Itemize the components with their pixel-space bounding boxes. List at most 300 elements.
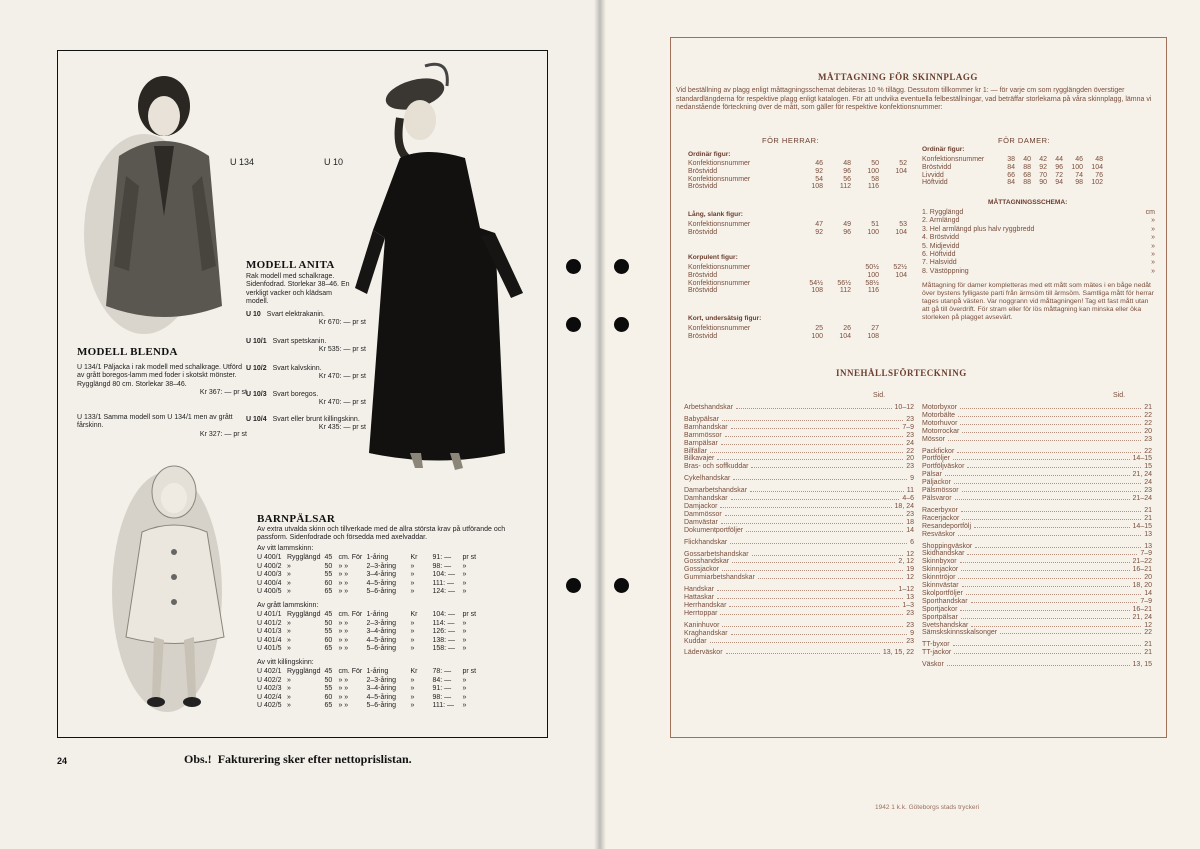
index-entry bbox=[922, 550, 1152, 558]
damer-table-cell: 66 bbox=[1007, 171, 1015, 179]
herrar-table-cell: 108 bbox=[811, 183, 823, 191]
barn-table-cell: U 402/4 bbox=[257, 693, 282, 701]
barn-table-cell: » bbox=[462, 562, 467, 570]
barn-table-cell: » bbox=[410, 702, 415, 710]
index-entry-page: 13, 15, 22 bbox=[882, 649, 914, 657]
herrar-table-cell: 58 bbox=[871, 175, 879, 183]
index-entry bbox=[922, 463, 1152, 471]
barn-table-cell: 65 bbox=[324, 645, 333, 653]
barn-table-cell: 126: — bbox=[432, 628, 456, 636]
herrar-table-cell: 53 bbox=[899, 221, 907, 228]
index-entry-page: 7–9 bbox=[902, 423, 914, 431]
herrar-table-cell: 56 bbox=[843, 175, 851, 183]
herrar-table-cell: Konfektionsnummer bbox=[688, 221, 751, 228]
index-entry-name: Motorrockar bbox=[922, 427, 960, 435]
anita-item-1 bbox=[246, 311, 366, 327]
index-entry bbox=[922, 448, 1152, 456]
barn-table-row bbox=[255, 563, 478, 572]
barn-table-cell: » bbox=[287, 685, 291, 693]
damer-table bbox=[922, 156, 1106, 187]
herrar-ordinar-table bbox=[688, 160, 910, 191]
anita-item-3 bbox=[246, 365, 366, 381]
damer-table-cell: 74 bbox=[1075, 171, 1083, 179]
herrar-table-cell: 100 bbox=[867, 228, 879, 236]
damer-table-cell: 88 bbox=[1023, 163, 1031, 171]
index-entry bbox=[922, 614, 1152, 622]
barn-table-cell: » bbox=[287, 676, 291, 684]
index-entry-leader bbox=[975, 547, 1141, 548]
index-entry-page: 23 bbox=[1144, 435, 1152, 443]
index-entry-page: 2, 12 bbox=[898, 558, 914, 566]
index-entry bbox=[922, 436, 1152, 444]
index-entry-page: 9 bbox=[910, 475, 914, 483]
index-entry-leader bbox=[962, 491, 1142, 492]
barn-table-cell: » bbox=[410, 676, 415, 684]
index-entry-page: 21 bbox=[1144, 649, 1152, 657]
barn-table-cell: U 402/5 bbox=[257, 702, 282, 710]
barn-table-cell: U 401/3 bbox=[257, 628, 282, 636]
barn-table-cell: pr st bbox=[462, 611, 477, 618]
herrar-table-cell: 54 bbox=[815, 175, 823, 183]
index-entry bbox=[922, 606, 1152, 614]
index-entry-leader bbox=[731, 428, 900, 429]
damer-table-row bbox=[922, 172, 1106, 180]
schema-item-unit: » bbox=[1151, 225, 1155, 233]
index-entry bbox=[922, 629, 1152, 637]
index-entry bbox=[922, 543, 1152, 551]
barn-table-cell: U 401/1 bbox=[257, 611, 282, 618]
index-entry-name: Bilfällar bbox=[684, 447, 707, 455]
herrar-table-row bbox=[688, 287, 910, 295]
barn-table-cell: » bbox=[287, 619, 291, 627]
index-entry-leader bbox=[958, 535, 1141, 536]
herrar-table-cell: Bröstvidd bbox=[688, 183, 718, 191]
schema-note: Måttagning för damer kompletteras med ett mått som mätes i en båge nedåt över bystens fylligaste parti från ärmsöm till ärmsöm. Samtliga mått för herrar tages utanpå västen. Var noggrann vid måttagningen! Tag ett fast mått utan att gå till överdrift. För stram eller för lös måttagning kan minska eller öka storleken på plagget avsevärt. bbox=[922, 282, 1154, 322]
index-entry-leader bbox=[961, 570, 1129, 571]
blenda-item-2-text: U 133/1 Samma modell som U 134/1 men av grått fårskinn. bbox=[77, 414, 233, 430]
barn-table-cell: U 401/5 bbox=[257, 645, 282, 653]
anita-item-code: U 10/4 bbox=[246, 416, 267, 423]
barn-table-cell: 1-åring bbox=[366, 554, 389, 561]
anita-title: MODELL ANITA bbox=[246, 259, 335, 271]
index-entry-name: Damarbetshandskar bbox=[684, 487, 748, 495]
index-entry bbox=[684, 610, 914, 618]
schema-item bbox=[922, 217, 1155, 225]
herrar-korpulent-label: Korpulent figur: bbox=[688, 254, 738, 261]
index-entry-leader bbox=[948, 440, 1141, 441]
barn-table-cell: » bbox=[287, 702, 291, 710]
barn-table-cell: pr st bbox=[462, 668, 477, 675]
herrar-table-cell: 96 bbox=[843, 167, 851, 175]
herrar-table-cell: 104 bbox=[895, 167, 907, 175]
damer-table-cell: 48 bbox=[1095, 156, 1103, 163]
punch-hole bbox=[566, 578, 581, 593]
index-entry-name: Sämskskinnsskalsonger bbox=[922, 629, 998, 637]
barn-table-cell: pr st bbox=[462, 554, 477, 561]
index-entry-name: Arbetshandskar bbox=[684, 404, 734, 411]
damer-table-cell: Livvidd bbox=[922, 171, 944, 179]
anita-item-price: Kr 670: — pr st bbox=[318, 319, 366, 327]
barn-table-cell: 45 bbox=[324, 668, 333, 675]
herrar-table-row bbox=[688, 168, 910, 176]
herrar-table-cell: 49 bbox=[843, 221, 851, 228]
herrar-table-row bbox=[688, 160, 910, 168]
index-entry-page: 21, 24 bbox=[1132, 613, 1152, 621]
barn-table-cell: » » bbox=[338, 636, 349, 644]
index-entry-leader bbox=[962, 586, 1130, 587]
index-entry-name: Dokumentportföljer bbox=[684, 526, 744, 534]
herrar-table-cell bbox=[798, 272, 826, 280]
barn-table-cell: 138: — bbox=[432, 636, 456, 644]
herrar-table-row bbox=[688, 264, 910, 272]
index-entry-leader bbox=[751, 467, 903, 468]
index-entry-page: 18, 20 bbox=[1132, 582, 1152, 590]
index-entry bbox=[922, 590, 1152, 598]
herrar-table-cell: Konfektionsnummer bbox=[688, 325, 751, 332]
herrar-table-cell: 108 bbox=[867, 332, 879, 340]
index-entry-name: Motorhuvor bbox=[922, 419, 958, 427]
index-entry bbox=[684, 566, 914, 574]
barn-table-cell: » bbox=[462, 588, 467, 596]
index-entry-name: Skinntröjor bbox=[922, 574, 956, 582]
index-entry-name: Läderväskor bbox=[684, 649, 723, 657]
blenda-item-2 bbox=[77, 414, 247, 439]
index-entry bbox=[684, 440, 914, 448]
index-entry bbox=[922, 649, 1152, 657]
index-entry-page: 16–21 bbox=[1132, 566, 1152, 574]
punch-hole bbox=[566, 259, 581, 274]
index-entry-page: 16–21 bbox=[1132, 605, 1152, 613]
barn-table-row bbox=[255, 620, 478, 629]
index-entry bbox=[684, 551, 914, 559]
index-right-column bbox=[922, 404, 1152, 669]
index-entry bbox=[922, 471, 1152, 479]
barn-table-cell: » bbox=[462, 702, 467, 710]
damer-table-cell: 102 bbox=[1091, 179, 1103, 187]
index-entry bbox=[922, 479, 1152, 487]
barn-table-cell: » » bbox=[338, 571, 349, 579]
index-entry bbox=[684, 455, 914, 463]
index-entry-page: 14–15 bbox=[1132, 455, 1152, 463]
herrar-table-cell: 51 bbox=[871, 221, 879, 228]
index-entry bbox=[922, 566, 1152, 574]
barn-table-cell: U 400/2 bbox=[257, 562, 282, 570]
barn-table-cell: cm. För bbox=[338, 554, 363, 561]
herrar-table-cell bbox=[882, 325, 910, 333]
barn-table-cell: U 400/5 bbox=[257, 588, 282, 596]
index-entry-page: 24 bbox=[906, 439, 914, 447]
index-entry bbox=[684, 519, 914, 527]
herrar-table-cell: 108 bbox=[811, 287, 823, 295]
herrar-table-cell: Konfektionsnummer bbox=[688, 175, 751, 183]
herrar-table-cell: 48 bbox=[843, 160, 851, 167]
herrar-lang-table bbox=[688, 221, 910, 237]
barn-table-cell: 5–6-åring bbox=[366, 702, 397, 710]
barn-table-row bbox=[255, 702, 478, 711]
index-entry bbox=[922, 455, 1152, 463]
barn-table-cell: » bbox=[462, 693, 467, 701]
index-entry-leader bbox=[733, 479, 907, 480]
index-entry-name: Gossarbetshandskar bbox=[684, 550, 749, 558]
blenda-title: MODELL BLENDA bbox=[77, 346, 178, 358]
herrar-table-row bbox=[688, 176, 910, 184]
index-entry-leader bbox=[971, 626, 1141, 627]
index-entry-page: 21 bbox=[1144, 506, 1152, 514]
index-entry-leader bbox=[954, 653, 1141, 654]
herrar-table-cell bbox=[882, 287, 910, 295]
index-entry-name: Mössor bbox=[922, 435, 945, 443]
index-entry-name: Skinnvästar bbox=[922, 582, 959, 590]
index-entry-page: 20 bbox=[1144, 427, 1152, 435]
barn-table-cell: 4–5-åring bbox=[366, 636, 397, 644]
anita-item-code: U 10/1 bbox=[246, 338, 267, 345]
index-entry-leader bbox=[957, 452, 1141, 453]
schema-item-unit: » bbox=[1151, 242, 1155, 250]
index-entry-leader bbox=[954, 483, 1141, 484]
index-entry-page: 13 bbox=[1144, 542, 1152, 550]
index-entry-leader bbox=[967, 467, 1141, 468]
barn-table-cell: U 401/2 bbox=[257, 619, 282, 627]
schema-list bbox=[922, 209, 1155, 276]
herrar-table-cell bbox=[882, 183, 910, 191]
index-entry bbox=[922, 523, 1152, 531]
barn-table-cell: 60 bbox=[324, 579, 333, 587]
damer-table-cell: 84 bbox=[1007, 163, 1015, 171]
index-entry-leader bbox=[746, 531, 903, 532]
damer-ordinar-label: Ordinär figur: bbox=[922, 146, 965, 153]
blenda-item-1 bbox=[77, 364, 247, 398]
anita-item-price: Kr 470: — pr st bbox=[318, 373, 366, 381]
index-entry-leader bbox=[962, 432, 1141, 433]
anita-item-code: U 10/2 bbox=[246, 365, 267, 372]
herrar-table-cell: 104 bbox=[839, 332, 851, 340]
index-entry-leader bbox=[710, 642, 904, 643]
barn-table-cell: 65 bbox=[324, 702, 333, 710]
index-sid-right: Sid. bbox=[1113, 392, 1126, 399]
blenda-item-2-price: Kr 327: — pr st bbox=[199, 430, 247, 438]
barn-table-cell: » » bbox=[338, 562, 349, 570]
index-entry-name: Damjackor bbox=[684, 502, 718, 510]
herrar-table-cell: 58½ bbox=[865, 279, 879, 287]
index-entry-name: Damhandskar bbox=[684, 495, 728, 503]
index-entry-page: 23 bbox=[906, 637, 914, 645]
barn-table-cell: » bbox=[287, 588, 291, 596]
herrar-table-cell: 50½ bbox=[865, 264, 879, 271]
index-entry-name: Pälsvaror bbox=[922, 494, 952, 502]
barn-table-cell: 55 bbox=[324, 628, 333, 636]
barn-table-cell: U 400/3 bbox=[257, 571, 282, 579]
schema-item-unit: cm bbox=[1145, 209, 1155, 216]
index-entry bbox=[684, 649, 914, 657]
damer-table-cell: 94 bbox=[1055, 179, 1063, 187]
index-entry-leader bbox=[966, 594, 1141, 595]
index-entry bbox=[684, 495, 914, 503]
herrar-table-cell bbox=[826, 272, 854, 280]
schema-item-unit: » bbox=[1151, 267, 1155, 275]
barn-table-cell: 60 bbox=[324, 693, 333, 701]
barn-table-cell: » bbox=[287, 645, 291, 653]
index-entry-leader bbox=[960, 562, 1130, 563]
herrar-table-cell: 47 bbox=[815, 221, 823, 228]
index-entry bbox=[922, 598, 1152, 606]
index-entry bbox=[684, 503, 914, 511]
damer-table-cell: 76 bbox=[1095, 171, 1103, 179]
barn-table-cell: » bbox=[462, 685, 467, 693]
anita-item-name: Svart spetskanin. bbox=[272, 338, 327, 345]
barn-table-cell: » bbox=[410, 628, 415, 636]
index-entry-name: Bras- och soffkuddar bbox=[684, 463, 749, 471]
anita-item-name: Svart eller brunt killingskinn. bbox=[272, 416, 360, 423]
index-entry-page: 12 bbox=[906, 574, 914, 582]
index-entry-page: 22 bbox=[1144, 419, 1152, 427]
index-entry bbox=[684, 416, 914, 424]
barn-table-row bbox=[255, 685, 478, 694]
barn-table-cell: 50 bbox=[324, 562, 333, 570]
damer-table-cell: 68 bbox=[1023, 171, 1031, 179]
index-entry bbox=[684, 404, 914, 412]
barn-table-cell: 4–5-åring bbox=[366, 693, 397, 701]
schema-item bbox=[922, 209, 1155, 217]
index-entry-page: 13, 15 bbox=[1132, 661, 1152, 669]
barn-intro: Av extra utvalda skinn och tillverkade med de allra största krav på utförande och passform. Sidenfodrade och försedda med axelvaddar. bbox=[257, 526, 506, 542]
herrar-table-cell bbox=[882, 176, 910, 184]
barn-table-cell: 55 bbox=[324, 571, 333, 579]
index-entry-name: Damvästar bbox=[684, 518, 718, 526]
barn-table-cell: Rygglängd bbox=[287, 668, 321, 675]
barn-table-cell: » bbox=[287, 562, 291, 570]
herrar-table-row bbox=[688, 280, 910, 288]
index-entry-leader bbox=[974, 527, 1130, 528]
index-entry-leader bbox=[1000, 633, 1141, 634]
index-entry bbox=[684, 511, 914, 519]
schema-item-unit: » bbox=[1151, 251, 1155, 259]
index-entry-name: Barnmössor bbox=[684, 431, 722, 439]
barn-title: BARNPÄLSAR bbox=[257, 513, 336, 525]
barn-table-cell: 5–6-åring bbox=[366, 645, 397, 653]
barn-table-cell: 2–3-åring bbox=[366, 562, 397, 570]
index-entry-page: 12 bbox=[906, 550, 914, 558]
index-entry-leader bbox=[971, 602, 1138, 603]
barn-table-row bbox=[255, 611, 478, 620]
barn-group-1-table bbox=[255, 554, 478, 597]
barn-table-cell: » bbox=[410, 562, 415, 570]
blenda-code: U 134 bbox=[230, 157, 255, 167]
herrar-table-cell: 46 bbox=[815, 160, 823, 167]
barn-table-cell: 78: — bbox=[432, 668, 452, 675]
barn-table-cell: U 402/3 bbox=[257, 685, 282, 693]
index-entry-leader bbox=[958, 416, 1141, 417]
barn-table-cell: » bbox=[287, 636, 291, 644]
index-entry-leader bbox=[953, 645, 1142, 646]
anita-item-5 bbox=[246, 416, 366, 432]
herrar-table-cell: 116 bbox=[867, 287, 879, 295]
index-entry-leader bbox=[947, 665, 1130, 666]
anita-item-name: Svart boregos. bbox=[272, 391, 319, 398]
punch-hole bbox=[614, 317, 629, 332]
herrar-kort-label: Kort, undersätsig figur: bbox=[688, 315, 762, 322]
index-sid-left: Sid. bbox=[873, 392, 886, 399]
herrar-table-row bbox=[688, 221, 910, 229]
herrar-table-cell: 112 bbox=[839, 183, 851, 191]
index-entry-name: Handskar bbox=[684, 586, 714, 594]
damer-table-row bbox=[922, 179, 1106, 187]
herrar-title: FÖR HERRAR: bbox=[762, 136, 820, 145]
barn-table-cell: 91: — bbox=[432, 554, 452, 561]
index-entry-name: Portföljväskor bbox=[922, 463, 965, 471]
index-entry bbox=[922, 412, 1152, 420]
anita-item-price: Kr 470: — pr st bbox=[318, 399, 366, 407]
index-entry-leader bbox=[717, 590, 895, 591]
index-entry bbox=[684, 424, 914, 432]
index-entry-leader bbox=[729, 606, 899, 607]
barn-table-cell: 2–3-åring bbox=[366, 619, 397, 627]
anita-item-code: U 10/3 bbox=[246, 391, 267, 398]
index-entry bbox=[922, 531, 1152, 539]
index-entry-page: 11 bbox=[906, 487, 914, 495]
damer-table-cell: 72 bbox=[1055, 171, 1063, 179]
index-entry-leader bbox=[720, 614, 903, 615]
index-entry-page: 7–9 bbox=[1140, 550, 1152, 558]
barn-table-cell: Kr bbox=[410, 668, 418, 675]
index-entry-page: 4–6 bbox=[902, 495, 914, 503]
index-entry-page: 22 bbox=[1144, 629, 1152, 637]
index-entry-name: Babypälsar bbox=[684, 415, 720, 423]
herrar-table-cell: 100 bbox=[867, 271, 879, 279]
barn-table-cell: 84: — bbox=[432, 676, 452, 684]
index-entry-leader bbox=[720, 507, 891, 508]
index-entry-name: Packfickor bbox=[922, 447, 955, 455]
anita-item-code: U 10 bbox=[246, 311, 261, 318]
index-entry-leader bbox=[731, 634, 908, 635]
index-entry-name: Flickhandskar bbox=[684, 538, 728, 546]
damer-table-cell: 96 bbox=[1055, 163, 1063, 171]
schema-item-label: 3. Hel armlängd plus halv ryggbredd bbox=[922, 225, 1035, 233]
schema-item-unit: » bbox=[1151, 259, 1155, 267]
index-entry-name: Svetshandskar bbox=[922, 621, 969, 629]
punch-hole bbox=[614, 578, 629, 593]
page-number: 24 bbox=[57, 756, 68, 766]
herrar-table-cell: 100 bbox=[811, 332, 823, 340]
index-entry-leader bbox=[731, 499, 900, 500]
barn-group-2-table bbox=[255, 611, 478, 654]
herrar-table-cell: 27 bbox=[871, 325, 879, 332]
index-entry-leader bbox=[717, 459, 903, 460]
herrar-table-cell: Bröstvidd bbox=[688, 287, 718, 295]
child-coat-illustration bbox=[112, 462, 242, 720]
barn-table-cell: » » bbox=[338, 645, 349, 653]
barn-table-cell: » » bbox=[338, 628, 349, 636]
herrar-lang-label: Lång, slank figur: bbox=[688, 211, 743, 218]
index-entry-leader bbox=[736, 408, 892, 409]
index-entry-name: Barnhandskar bbox=[684, 423, 728, 431]
herrar-table-cell: 52½ bbox=[893, 264, 907, 271]
index-entry-name: Motorbyxor bbox=[922, 404, 958, 411]
barn-table-row bbox=[255, 571, 478, 580]
barn-table-cell: » bbox=[287, 628, 291, 636]
index-entry-page: 12 bbox=[1144, 621, 1152, 629]
index-entry-page: 22 bbox=[1144, 411, 1152, 419]
herrar-table-row bbox=[688, 183, 910, 191]
index-entry bbox=[922, 507, 1152, 515]
barn-table-cell: » bbox=[462, 571, 467, 579]
index-entry bbox=[684, 527, 914, 535]
anita-item-name: Svart elektrakanin. bbox=[266, 311, 325, 318]
index-entry-page: 14 bbox=[906, 526, 914, 534]
footer-note bbox=[184, 752, 412, 767]
herrar-table-row bbox=[688, 325, 910, 333]
index-entry-name: Racerjackor bbox=[922, 514, 960, 522]
index-entry-name: Skinnbyxor bbox=[922, 558, 957, 566]
